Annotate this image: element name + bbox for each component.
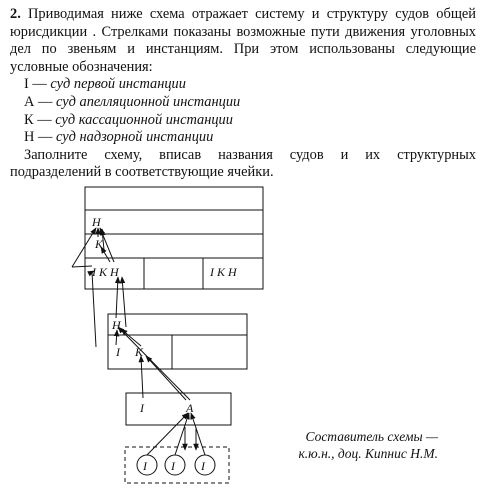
legend-meaning: суд кассационной инстанции <box>55 111 233 128</box>
legend-meaning: суд первой инстанции <box>50 76 186 93</box>
task-intro-text: Приводимая ниже схема отражает систему и структуру судов общей юрисдикции . Стрелками показаны возможные пути движения уголовных дел по звеньям и инстанциям. При этом использованы следующие условные обозначения: <box>10 6 476 75</box>
legend-symbol: А <box>24 93 35 110</box>
label-circle-i: I <box>171 459 175 473</box>
legend-symbol: Н <box>24 129 35 146</box>
label-row-left: I К Н <box>92 265 119 279</box>
arrow <box>118 327 190 400</box>
label-circle-i: I <box>201 459 205 473</box>
author-note <box>298 428 438 462</box>
arrow <box>141 356 143 398</box>
label-top-h: Н <box>92 215 101 229</box>
label-low-i: I <box>140 401 144 415</box>
legend-symbol: I <box>24 76 29 93</box>
label-row-right: I К Н <box>210 265 237 279</box>
legend-meaning: суд апелляционной инстанции <box>56 93 241 110</box>
label-top-k: К <box>95 237 103 251</box>
label-mid-i: I <box>116 345 120 359</box>
legend-meaning: суд надзорной инстанции <box>56 129 214 146</box>
author-line-1: Составитель схемы — <box>305 429 438 444</box>
task-instruction: Заполните схему, вписав названия судов и их структурных подразделений в соответствующие ячейки. <box>10 146 476 181</box>
legend-dash: — <box>28 76 51 93</box>
author-line-2: к.ю.н., доц. Кипнис Н.М. <box>298 446 438 461</box>
legend-dash: — <box>33 111 56 128</box>
first-instance-circle <box>137 455 157 475</box>
middle-court-block[interactable] <box>108 314 247 369</box>
bottom-courts-group[interactable] <box>125 447 229 483</box>
label-mid-h: Н <box>112 318 121 332</box>
arrow <box>191 413 205 455</box>
legend-symbol: К <box>24 111 34 128</box>
arrow <box>116 277 118 318</box>
arrow <box>121 329 141 346</box>
legend-dash: — <box>34 93 56 110</box>
arrow <box>116 330 117 345</box>
arrow <box>72 228 96 267</box>
first-instance-circle <box>165 455 185 475</box>
legend-dash: — <box>34 129 56 146</box>
arrow <box>122 277 126 327</box>
first-instance-circle <box>195 455 215 475</box>
label-circle-i: I <box>143 459 147 473</box>
label-low-a: А <box>186 401 194 415</box>
task-number: 2. <box>10 6 21 22</box>
arrow-line <box>92 272 96 347</box>
arrow-line <box>72 266 92 267</box>
label-mid-k: К <box>135 345 143 359</box>
